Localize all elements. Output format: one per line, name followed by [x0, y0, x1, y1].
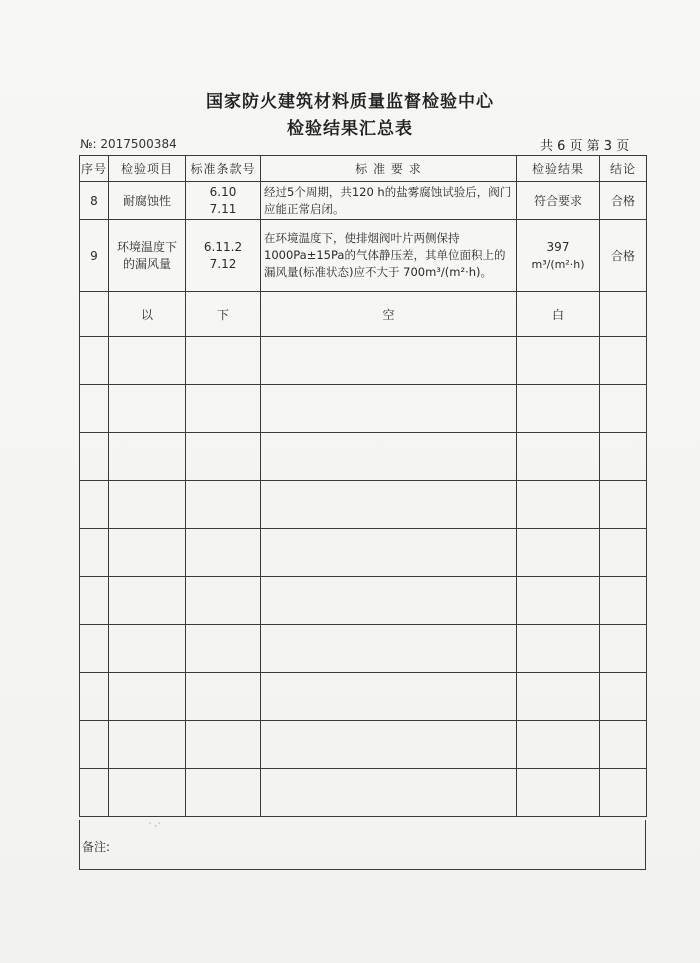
empty-cell	[517, 673, 600, 721]
empty-cell	[109, 577, 186, 625]
empty-cell	[517, 529, 600, 577]
blank-mark: 下	[186, 292, 261, 337]
row-conclusion: 合格	[600, 220, 647, 292]
empty-cell	[600, 721, 647, 769]
empty-cell	[186, 625, 261, 673]
empty-cell	[261, 721, 517, 769]
clause-line: 6.10	[209, 184, 237, 199]
notes-box	[79, 820, 646, 870]
empty-cell	[186, 769, 261, 817]
empty-cell	[600, 337, 647, 385]
empty-cell	[80, 673, 109, 721]
report-number-value: 2017500384	[100, 137, 177, 151]
table-row	[80, 220, 647, 292]
col-header-clause: 标准条款号	[186, 156, 261, 182]
empty-row	[80, 577, 647, 625]
empty-cell	[80, 385, 109, 433]
clause-line: 7.11	[209, 201, 237, 216]
notes-label: 备注:	[82, 840, 111, 854]
table-row	[80, 182, 647, 220]
row-item	[109, 220, 186, 292]
blank-mark: 以	[109, 292, 186, 337]
empty-cell	[261, 625, 517, 673]
empty-cell	[600, 625, 647, 673]
requirement-limit: 700m³/(m²·h)。	[403, 265, 493, 279]
empty-cell	[186, 529, 261, 577]
empty-cell	[186, 385, 261, 433]
empty-cell	[186, 721, 261, 769]
empty-row	[80, 337, 647, 385]
empty-cell	[600, 385, 647, 433]
col-header-item: 检验项目	[109, 156, 186, 182]
clause-line: 7.12	[209, 256, 237, 271]
blank-mark: 空	[261, 292, 517, 337]
report-number-label: №:	[80, 137, 97, 151]
empty-cell	[109, 481, 186, 529]
empty-cell	[261, 337, 517, 385]
col-header-requirement: 标 准 要 求	[261, 156, 517, 182]
page-info: 共 6 页 第 3 页	[540, 139, 630, 154]
report-number	[80, 137, 177, 151]
item-line: 的漏风量	[122, 256, 171, 271]
empty-cell	[80, 337, 109, 385]
empty-cell	[517, 721, 600, 769]
empty-cell	[261, 385, 517, 433]
empty-cell	[80, 292, 109, 337]
empty-row	[80, 433, 647, 481]
empty-cell	[517, 577, 600, 625]
col-header-no: 序号	[80, 156, 109, 182]
results-table	[79, 155, 647, 817]
empty-cell	[186, 433, 261, 481]
empty-cell	[80, 769, 109, 817]
row-item: 耐腐蚀性	[109, 182, 186, 220]
empty-cell	[517, 769, 600, 817]
empty-cell	[600, 769, 647, 817]
item-line: 环境温度下	[116, 239, 177, 254]
empty-cell	[186, 673, 261, 721]
empty-cell	[186, 481, 261, 529]
scan-specks: ˙ ·˙	[148, 822, 162, 831]
empty-row	[80, 625, 647, 673]
table-header-row	[80, 156, 647, 182]
empty-cell	[517, 625, 600, 673]
empty-cell	[517, 433, 600, 481]
empty-cell	[261, 481, 517, 529]
empty-row	[80, 673, 647, 721]
blank-mark: 白	[517, 292, 600, 337]
report-title: 国家防火建筑材料质量监督检验中心	[206, 92, 494, 112]
row-requirement: 经过5个周期，共120 h的盐雾腐蚀试验后，阀门应能正常启闭。	[261, 182, 517, 220]
empty-rows	[80, 337, 647, 817]
empty-cell	[109, 337, 186, 385]
empty-cell	[80, 529, 109, 577]
empty-row	[80, 481, 647, 529]
empty-cell	[109, 529, 186, 577]
empty-cell	[80, 577, 109, 625]
empty-row	[80, 721, 647, 769]
empty-cell	[109, 625, 186, 673]
empty-cell	[80, 433, 109, 481]
empty-cell	[261, 577, 517, 625]
empty-cell	[186, 337, 261, 385]
empty-cell	[261, 433, 517, 481]
col-header-conclusion: 结论	[600, 156, 647, 182]
empty-cell	[600, 529, 647, 577]
clause-line: 6.11.2	[203, 239, 243, 254]
row-no: 9	[80, 220, 109, 292]
empty-cell	[261, 673, 517, 721]
row-result	[517, 220, 600, 292]
row-requirement	[261, 220, 517, 292]
empty-cell	[186, 577, 261, 625]
empty-cell	[261, 529, 517, 577]
row-clause	[186, 220, 261, 292]
empty-cell	[109, 769, 186, 817]
blank-marker-row	[80, 292, 647, 337]
empty-cell	[600, 673, 647, 721]
empty-cell	[517, 481, 600, 529]
report-subtitle: 检验结果汇总表	[287, 119, 413, 139]
row-result: 符合要求	[517, 182, 600, 220]
empty-cell	[517, 337, 600, 385]
empty-cell	[600, 577, 647, 625]
col-header-result: 检验结果	[517, 156, 600, 182]
empty-cell	[600, 481, 647, 529]
empty-cell	[80, 625, 109, 673]
empty-cell	[261, 769, 517, 817]
empty-cell	[109, 721, 186, 769]
row-no: 8	[80, 182, 109, 220]
empty-row	[80, 385, 647, 433]
empty-cell	[80, 721, 109, 769]
empty-row	[80, 769, 647, 817]
empty-cell	[80, 481, 109, 529]
empty-cell	[109, 385, 186, 433]
empty-cell	[109, 433, 186, 481]
empty-cell	[600, 433, 647, 481]
row-clause	[186, 182, 261, 220]
requirement-text: 在环境温度下，使排烟阀叶片两侧保持1000Pa±15Pa的气体静压差，其单位面积上的漏风量(标准状态)应不大于	[264, 231, 506, 279]
empty-cell	[517, 385, 600, 433]
result-value: 397	[546, 239, 570, 254]
row-conclusion: 合格	[600, 182, 647, 220]
empty-cell	[109, 673, 186, 721]
empty-cell	[600, 292, 647, 337]
empty-row	[80, 529, 647, 577]
result-unit: m³/(m²·h)	[531, 257, 585, 271]
